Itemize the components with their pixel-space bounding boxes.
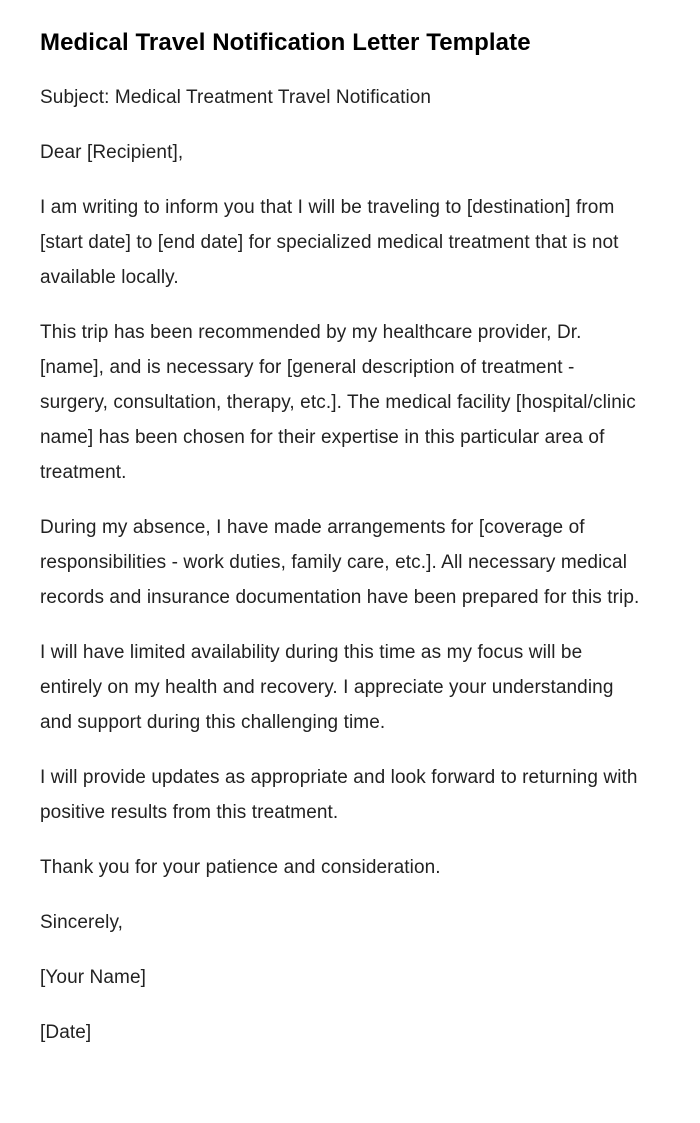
subject-line: Subject: Medical Treatment Travel Notification (40, 87, 432, 108)
paragraph-absence-arrangements: During my absence, I have made arrangements for [coverage of responsibilities - work duties, family care, etc.]. All necessary medical records and insurance documentation have been prepared for this trip. (40, 517, 640, 608)
paragraph-provider-recommendation: This trip has been recommended by my healthcare provider, Dr. [name], and is necessary for [general description of treatment - surgery, consultation, therapy, etc.]. The medical facility [hospital/clinic name] has been chosen for their expertise in this particular area of treatment. (40, 322, 636, 483)
closing: Sincerely, (40, 912, 124, 933)
salutation: Dear [Recipient], (40, 142, 184, 163)
paragraph-updates: I will provide updates as appropriate and look forward to returning with positive results from this treatment. (40, 767, 638, 823)
paragraph-travel-notice: I am writing to inform you that I will be traveling to [destination] from [start date] to [end date] for specialized medical treatment that is not available locally. (40, 197, 619, 288)
signature-name: [Your Name] (40, 967, 147, 988)
paragraph-thanks: Thank you for your patience and consideration. (40, 857, 441, 878)
paragraph-limited-availability: I will have limited availability during this time as my focus will be entirely on my health and recovery. I appreciate your understanding and support during this challenging time. (40, 642, 614, 733)
signature-date: [Date] (40, 1022, 92, 1043)
page-title: Medical Travel Notification Letter Template (40, 29, 531, 56)
